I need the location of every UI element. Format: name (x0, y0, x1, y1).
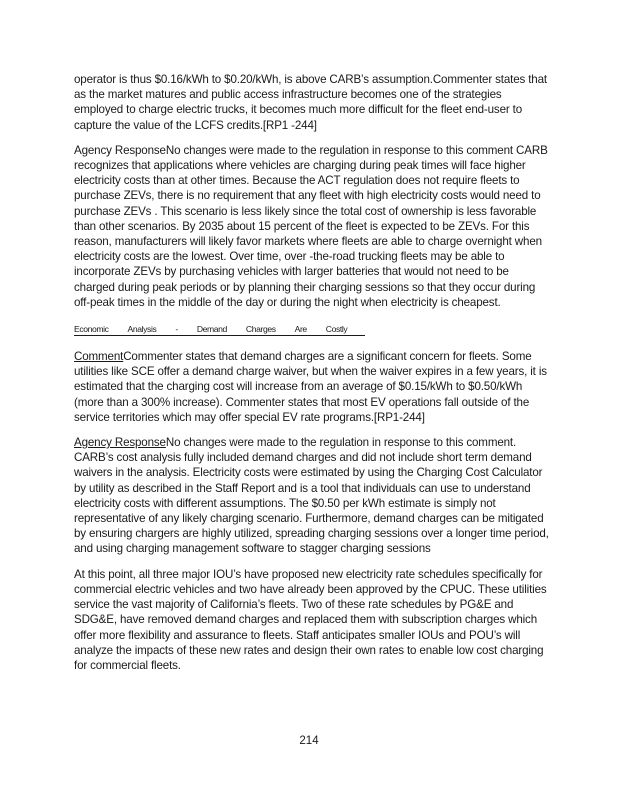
agency-response-text: No changes were made to the regulation in response to this comment. CARB’s cost analysis fully included demand charges and did not include short term demand waivers in the analysis. Electricity costs were estimated by using the Charging Cost Calculator by utility as described in the Staff Report and is a tool that individuals can use to understand electricity costs with different assumptions. The $0.50 per kWh estimate is simply not representative of any likely charging scenario. Furthermore, demand charges can be mitigated by ensuring chargers are highly utilized, spreading charging sessions over a longer time period, and using charging management software to stagger charging sessions (74, 436, 549, 556)
document-page (74, 72, 550, 673)
heading-word: Are (294, 324, 307, 335)
heading-word: Costly (325, 324, 348, 335)
paragraph-continuation: operator is thus $0.16/kWh to $0.20/kWh, is above CARB’s assumption.Commenter states that as the market matures and public access infrastructure becomes one of the strategies employed to charge electric trucks, it becomes much more difficult for the fleet end-user to capture the value of the LCFS credits.[RP1 -244] (74, 73, 547, 132)
comment-label: Comment (74, 350, 124, 364)
heading-word: Charges (245, 324, 276, 335)
section-heading (74, 324, 365, 336)
paragraph-agency-response-1: Agency ResponseNo changes were made to the regulation in response to this comment CARB recognizes that applications where vehicles are charging during peak times will face higher electricity costs than at other times. Because the ACT regulation does not require fleets to purchase ZEVs, there is no requirement that any fleet with high electricity costs would need to purchase ZEVs . This scenario is less likely since the total cost of ownership is less favorable than other scenarios. By 2035 about 15 percent of the fleet is expected to be ZEVs. For this reason, manufacturers will likely favor markets where fleets are able to charge overnight when electricity costs are the lowest. Over time, over -the-road trucking fleets may be able to incorporate ZEVs by purchasing vehicles with larger batteries that would not need to be charged during peak periods or by planning their charging sessions so that they occur during off-peak times in the middle of the day or during the night when electricity is cheapest. (74, 143, 548, 309)
page-number: 214 (299, 735, 319, 747)
comment-text: Commenter states that demand charges are a significant concern for fleets. Some utilities like SCE offer a demand charge waiver, but when the waiver expires in a few years, it is estimated that the charging cost will increase from an average of $0.15/kWh to $0.50/kWh (more than a 300% increase). Commenter states that most EV operations fall outside of the service territories which may offer special EV rate programs.[RP1-244] (74, 350, 547, 424)
heading-word: Economic (74, 324, 109, 335)
closing-paragraph: At this point, all three major IOU’s have proposed new electricity rate schedules specifically for commercial electric vehicles and two have already been approved by the CPUC. These utilities service the vast majority of California’s fleets. Two of these rate schedules by PG&E and SDG&E, have removed demand charges and replaced them with subscription charges which offer more flexibility and assurance to fleets. Staff anticipates smaller IOUs and POU’s will analyze the impacts of these new rates and design their own rates to enable low cost charging for commercial fleets. (74, 567, 547, 672)
heading-word: - (175, 324, 178, 335)
agency-response-label: Agency Response (74, 436, 166, 450)
agency-response-paragraph (74, 435, 550, 557)
heading-word: Demand (196, 324, 227, 335)
comment-paragraph (74, 349, 550, 425)
heading-word: Analysis (127, 324, 157, 335)
